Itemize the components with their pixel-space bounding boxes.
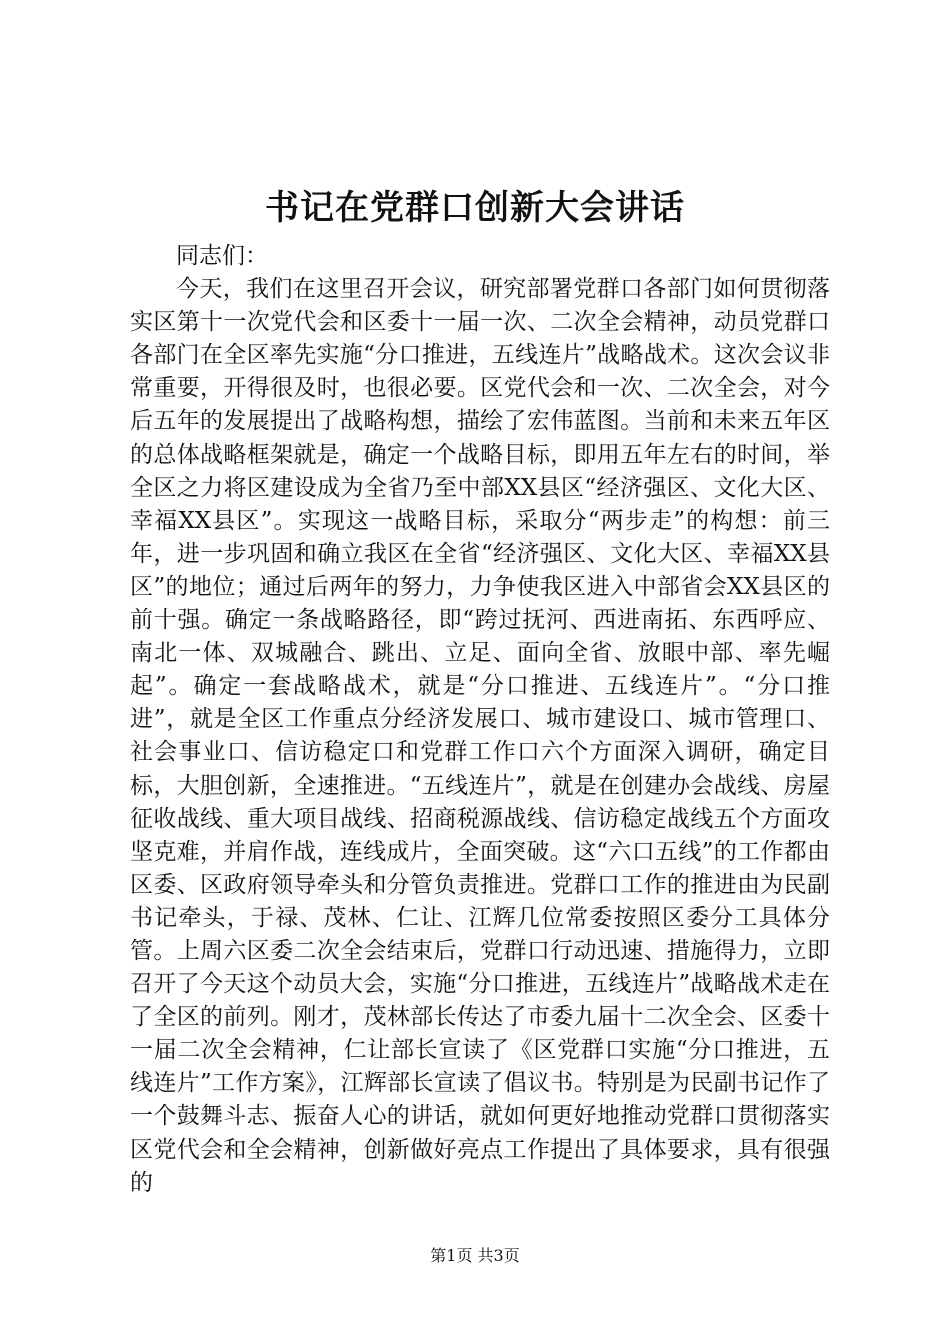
document-title: 书记在党群口创新大会讲话 [265, 188, 685, 228]
page-footer: 第1页 共3页 [430, 1246, 520, 1265]
salutation: 同志们： [176, 243, 268, 269]
document-body [130, 240, 830, 1200]
body-paragraph: 今天，我们在这里召开会议，研究部署党群口各部门如何贯彻落实区第十一次党代会和区委十一届一次、二次全会精神，动员党群口各部门在全区率先实施“分口推进，五线连片”战略战术。这次会议非常重要，开得很及时，也很必要。区党代会和一次、二次全会，对今后五年的发展提出了战略构想，描绘了宏伟蓝图。当前和未来五年区的总体战略框架就是，确定一个战略目标，即用五年左右的时间，举全区之力将区建设成为全省乃至中部XX县区“经济强区、文化大区、幸福XX县区”。实现这一战略目标，采取分“两步走”的构想：前三年，进一步巩固和确立我区在全省“经济强区、文化大区、幸福XX县区”的地位；通过后两年的努力，力争使我区进入中部省会XX县区的前十强。确定一条战略路径，即“跨过抚河、西进南拓、东西呼应、南北一体、双城融合、跳出、立足、面向全省、放眼中部、率先崛起”。确定一套战略战术，就是“分口推进、五线连片”。“分口推进”，就是全区工作重点分经济发展口、城市建设口、城市管理口、社会事业口、信访稳定口和党群工作口六个方面深入调研，确定目标，大胆创新，全速推进。“五线连片”，就是在创建办会战线、房屋征收战线、重大项目战线、招商税源战线、信访稳定战线五个方面攻坚克难，并肩作战，连线成片，全面突破。这“六口五线”的工作都由区委、区政府领导牵头和分管负责推进。党群口工作的推进由为民副书记牵头，于禄、茂林、仁让、江辉几位常委按照区委分工具体分管。上周六区委二次全会结束后，党群口行动迅速、措施得力，立即召开了今天这个动员大会，实施“分口推进，五线连片”战略战术走在了全区的前列。刚才，茂林部长传达了市委九届十二次全会、区委十一届二次全会精神，仁让部长宣读了《区党群口实施“分口推进，五线连片”工作方案》，江辉部长宣读了倡议书。特别是为民副书记作了一个鼓舞斗志、振奋人心的讲话，就如何更好地推动党群口贯彻落实区党代会和全会精神，创新做好亮点工作提出了具体要求，具有很强的 [130, 276, 830, 1196]
